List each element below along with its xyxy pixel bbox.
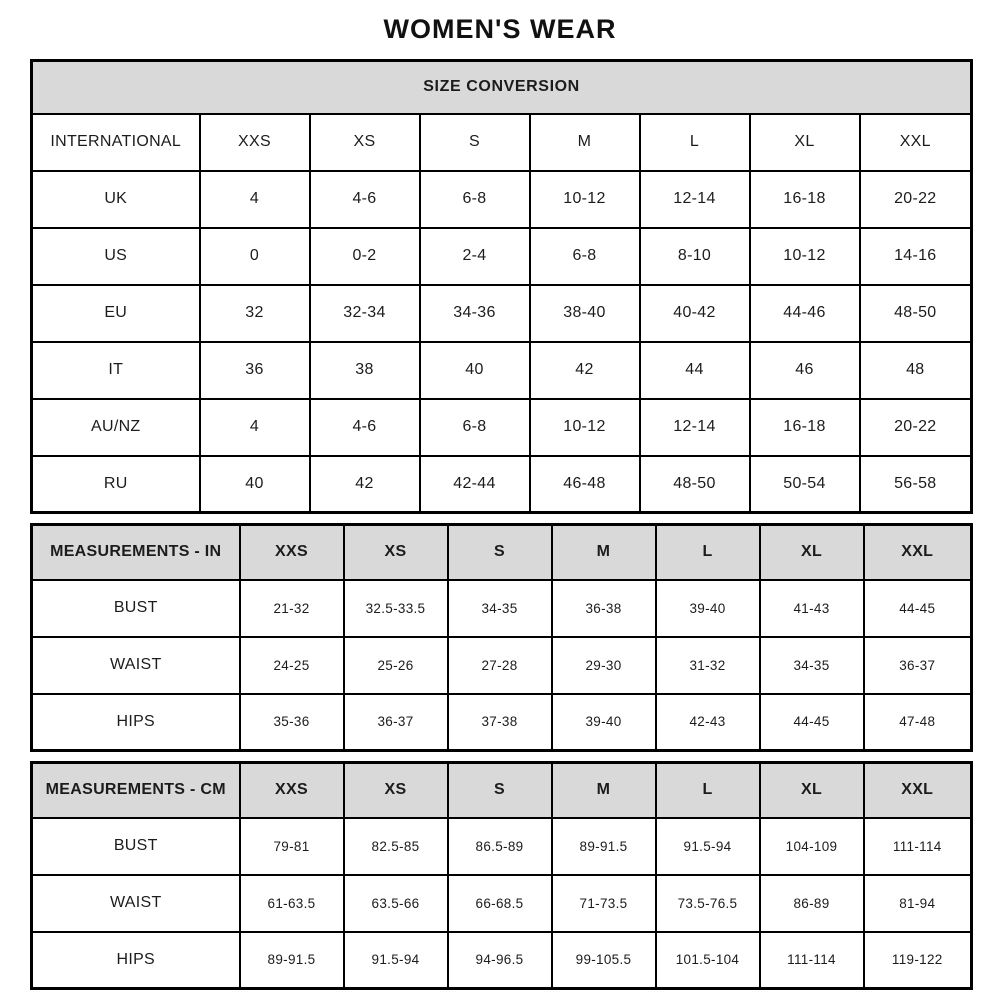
table-cell: 31-32 [656,637,760,694]
table-cell: 86-89 [760,875,864,932]
table-cell: 42 [310,456,420,513]
table-cell: 44 [640,342,750,399]
column-header-row [32,763,972,818]
table-cell: 71-73.5 [552,875,656,932]
table-row [32,171,972,228]
table-cell: 40-42 [640,285,750,342]
table-title-row [32,61,972,114]
row-label: UK [32,171,200,228]
table-cell: 29-30 [552,637,656,694]
table-cell: 16-18 [750,171,860,228]
table-cell: 48-50 [860,285,972,342]
column-header: XS [310,114,420,171]
table-cell: 91.5-94 [656,818,760,875]
size-conversion-title: SIZE CONVERSION [32,61,972,114]
table-cell: 38 [310,342,420,399]
table-row [32,694,972,751]
table-cell: 39-40 [656,580,760,637]
measurements-cm-table [30,761,973,990]
table-cell: 101.5-104 [656,932,760,989]
table-cell: 40 [200,456,310,513]
table-cell: 2-4 [420,228,530,285]
table-cell: 10-12 [530,399,640,456]
table-cell: 42-44 [420,456,530,513]
column-header: XXL [864,763,972,818]
table-cell: 20-22 [860,399,972,456]
table-cell: 14-16 [860,228,972,285]
column-header: L [656,763,760,818]
table-cell: 36-37 [864,637,972,694]
column-header-row [32,114,972,171]
table-cell: 73.5-76.5 [656,875,760,932]
table-row [32,875,972,932]
table-cell: 34-36 [420,285,530,342]
table-cell: 36-38 [552,580,656,637]
row-label: AU/NZ [32,399,200,456]
column-header: XXS [240,763,344,818]
table-cell: 41-43 [760,580,864,637]
table-cell: 6-8 [530,228,640,285]
measurements-cm-title: MEASUREMENTS - CM [32,763,240,818]
table-cell: 111-114 [760,932,864,989]
column-header: M [530,114,640,171]
table-cell: 21-32 [240,580,344,637]
table-row [32,637,972,694]
table-cell: 47-48 [864,694,972,751]
row-label: RU [32,456,200,513]
table-cell: 104-109 [760,818,864,875]
row-label: EU [32,285,200,342]
table-cell: 44-45 [864,580,972,637]
table-cell: 0-2 [310,228,420,285]
table-cell: 111-114 [864,818,972,875]
row-label: US [32,228,200,285]
column-header: XL [750,114,860,171]
table-cell: 36 [200,342,310,399]
column-header: M [552,525,656,580]
table-cell: 46 [750,342,860,399]
column-header-row [32,525,972,580]
table-cell: 42-43 [656,694,760,751]
table-cell: 91.5-94 [344,932,448,989]
table-cell: 86.5-89 [448,818,552,875]
table-cell: 27-28 [448,637,552,694]
table-cell: 50-54 [750,456,860,513]
table-row [32,342,972,399]
table-cell: 8-10 [640,228,750,285]
table-cell: 81-94 [864,875,972,932]
column-header: XXS [240,525,344,580]
row-label: HIPS [32,694,240,751]
table-cell: 12-14 [640,171,750,228]
table-cell: 48-50 [640,456,750,513]
table-row [32,456,972,513]
table-row [32,285,972,342]
table-cell: 61-63.5 [240,875,344,932]
table-cell: 10-12 [750,228,860,285]
table-cell: 37-38 [448,694,552,751]
table-cell: 10-12 [530,171,640,228]
table-cell: 46-48 [530,456,640,513]
table-row [32,932,972,989]
table-cell: 4-6 [310,171,420,228]
row-label: BUST [32,818,240,875]
column-header: XXL [860,114,972,171]
table-cell: 4 [200,399,310,456]
table-row [32,580,972,637]
table-cell: 0 [200,228,310,285]
table-cell: 63.5-66 [344,875,448,932]
row-label: WAIST [32,875,240,932]
column-header: XL [760,763,864,818]
column-header: S [448,525,552,580]
row-label: IT [32,342,200,399]
table-cell: 32 [200,285,310,342]
table-row [32,399,972,456]
row-label: BUST [32,580,240,637]
column-header: XXS [200,114,310,171]
table-row [32,228,972,285]
table-cell: 89-91.5 [552,818,656,875]
table-cell: 66-68.5 [448,875,552,932]
column-header: M [552,763,656,818]
column-header: XS [344,525,448,580]
table-cell: 34-35 [448,580,552,637]
table-cell: 42 [530,342,640,399]
table-row [32,818,972,875]
table-cell: 99-105.5 [552,932,656,989]
table-cell: 44-45 [760,694,864,751]
table-cell: 39-40 [552,694,656,751]
table-cell: 48 [860,342,972,399]
table-cell: 20-22 [860,171,972,228]
table-cell: 4 [200,171,310,228]
column-header: XS [344,763,448,818]
table-cell: 16-18 [750,399,860,456]
table-cell: 56-58 [860,456,972,513]
table-cell: 79-81 [240,818,344,875]
table-cell: 94-96.5 [448,932,552,989]
table-cell: 32.5-33.5 [344,580,448,637]
row-label: WAIST [32,637,240,694]
table-cell: 38-40 [530,285,640,342]
table-cell: 89-91.5 [240,932,344,989]
table-cell: 32-34 [310,285,420,342]
table-cell: 82.5-85 [344,818,448,875]
measurements-in-table [30,523,973,752]
table-cell: 36-37 [344,694,448,751]
table-cell: 40 [420,342,530,399]
size-conversion-table [30,59,973,514]
column-header: INTERNATIONAL [32,114,200,171]
row-label: HIPS [32,932,240,989]
table-cell: 25-26 [344,637,448,694]
table-cell: 119-122 [864,932,972,989]
column-header: XXL [864,525,972,580]
table-cell: 6-8 [420,171,530,228]
table-cell: 6-8 [420,399,530,456]
table-cell: 35-36 [240,694,344,751]
column-header: S [448,763,552,818]
table-cell: 4-6 [310,399,420,456]
table-cell: 12-14 [640,399,750,456]
column-header: L [656,525,760,580]
page-title: WOMEN'S WEAR [383,14,617,44]
measurements-in-title: MEASUREMENTS - IN [32,525,240,580]
column-header: XL [760,525,864,580]
table-cell: 34-35 [760,637,864,694]
column-header: S [420,114,530,171]
column-header: L [640,114,750,171]
table-cell: 24-25 [240,637,344,694]
table-cell: 44-46 [750,285,860,342]
